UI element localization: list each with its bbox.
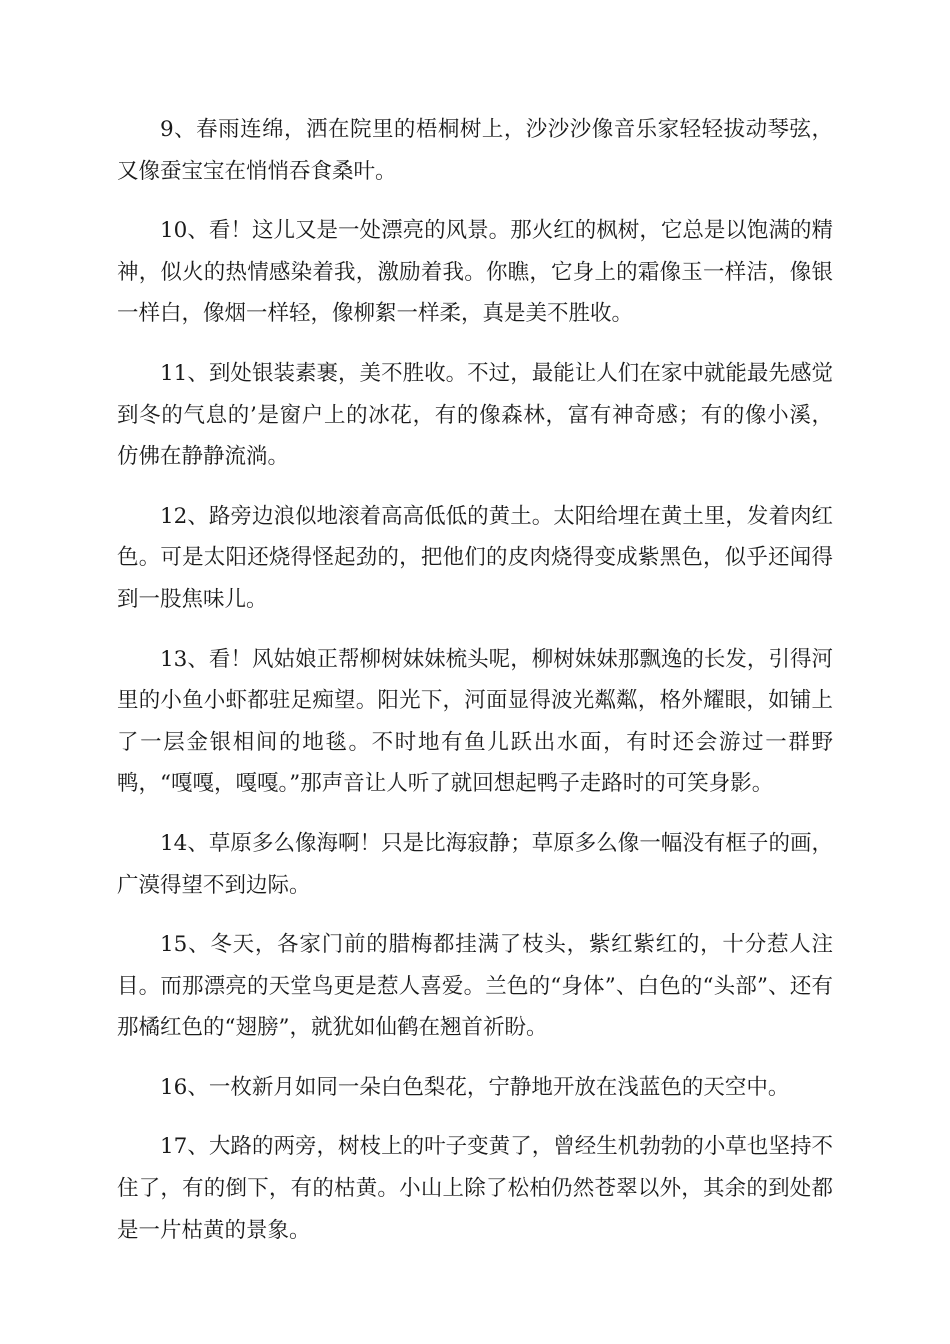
paragraph-15: 15、冬天，各家门前的腊梅都挂满了枝头，紫红紫红的，十分惹人注目。而那漂亮的天堂鸟更是惹人喜爱。兰色的“身体”、白色的“头部”、还有那橘红色的“翅膀”，就犹如仙鹤在翘首祈盼。	[117, 932, 833, 1041]
paragraph-17: 17、大路的两旁，树枝上的叶子变黄了，曾经生机勃勃的小草也坚持不住了，有的倒下，有的枯黄。小山上除了松柏仍然苍翠以外，其余的到处都是一片枯黄的景象。	[117, 1134, 833, 1243]
paragraph-12: 12、路旁边浪似地滚着高高低低的黄土。太阳给埋在黄土里，发着肉红色。可是太阳还烧得怪起劲的，把他们的皮肉烧得变成紫黑色，似乎还闻得到一股焦味儿。	[117, 503, 833, 612]
paragraph-11: 11、到处银装素裹，美不胜收。不过，最能让人们在家中就能最先感觉到冬的气息的’是窗户上的冰花，有的像森林，富有神奇感；有的像小溪，仿佛在静静流淌。	[117, 360, 833, 470]
paragraph-9: 9、春雨连绵，洒在院里的梧桐树上，沙沙沙像音乐家轻轻拔动琴弦，又像蚕宝宝在悄悄吞食桑叶。	[117, 117, 833, 184]
paragraph-16: 16、一枚新月如同一朵白色梨花，宁静地开放在浅蓝色的天空中。	[160, 1074, 790, 1100]
paragraph-10: 10、看！这儿又是一处漂亮的风景。那火红的枫树，它总是以饱满的精神，似火的热情感染着我，激励着我。你瞧，它身上的霜像玉一样洁，像银一样白，像烟一样轻，像柳絮一样柔，真是美不胜收。	[117, 218, 833, 327]
document-body	[117, 109, 833, 1269]
paragraph-14: 14、草原多么像海啊！只是比海寂静；草原多么像一幅没有框子的画，广漠得望不到边际。	[117, 830, 833, 898]
paragraph-13: 13、看！风姑娘正帮柳树妹妹梳头呢，柳树妹妹那飘逸的长发，引得河里的小鱼小虾都驻足痴望。阳光下，河面显得波光粼粼，格外耀眼，如铺上了一层金银相间的地毯。不时地有鱼儿跃出水面，有时还会游过一群野鸭，“嘎嘎，嘎嘎。”那声音让人听了就回想起鸭子走路时的可笑身影。	[117, 646, 833, 797]
